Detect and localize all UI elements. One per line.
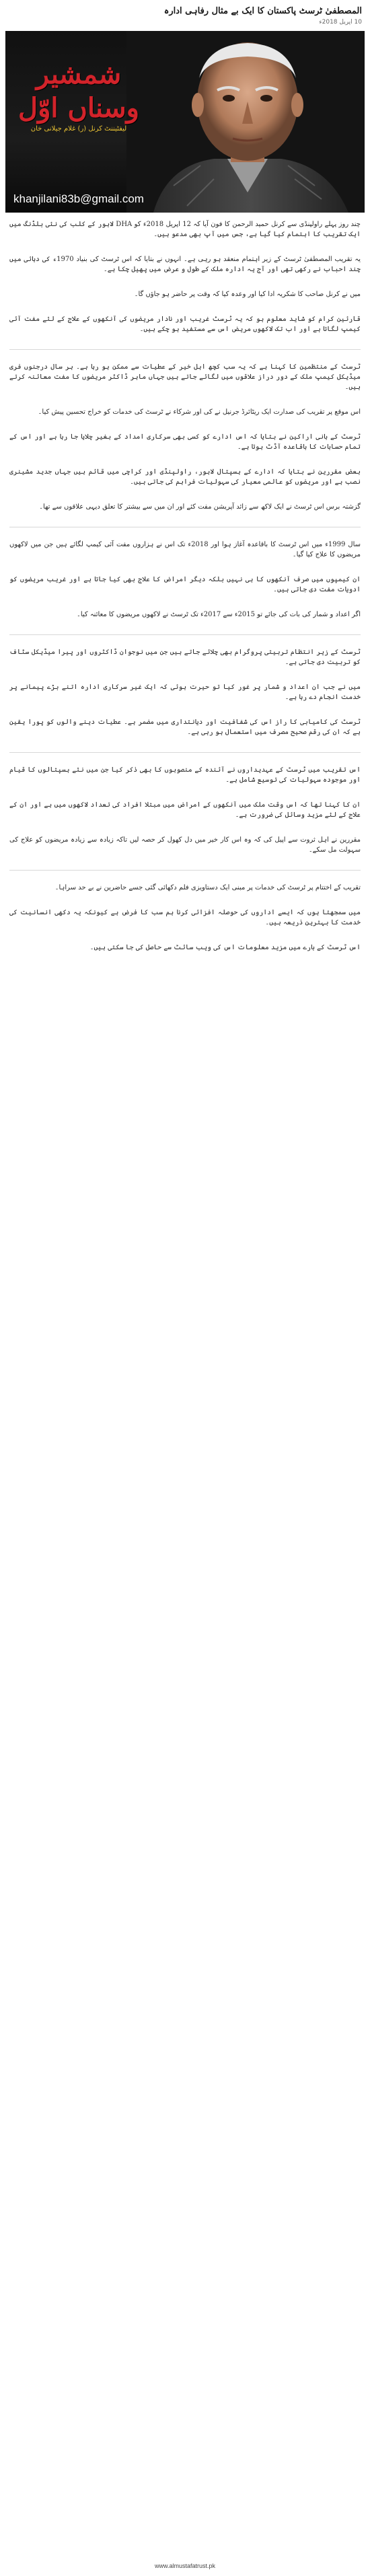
article-paragraph: ٹرسٹ کے منتظمین کا کہنا ہے کہ یہ سب کچھ اہل خیر کے عطیات سے ممکن ہو رہا ہے۔ ہر سال درجنوں فری میڈیکل کیمپ ملک کے دور دراز علاقوں میں لگائے جاتے ہیں جہاں ماہر ڈاکٹر مریضوں کا مفت معائنہ کرتے ہیں۔	[9, 363, 361, 391]
article-paragraph: سال 1999ء میں اس ٹرسٹ کا باقاعدہ آغاز ہوا اور 2018ء تک اس نے ہزاروں مفت آئی کیمپ لگائے ہیں جن میں لاکھوں مریضوں کا علاج کیا گیا۔	[9, 541, 361, 558]
article-paragraph: میں نے جب ان اعداد و شمار پر غور کیا تو حیرت ہوئی کہ ایک غیر سرکاری ادارہ اتنے بڑے پیمانے پر خدمت انجام دے رہا ہے۔	[9, 684, 361, 701]
article-paragraph: گزشتہ برس اس ٹرسٹ نے ایک لاکھ سے زائد آپریشن مفت کئے اور ان میں سے بیشتر کا تعلق دیہی علاقوں سے تھا۔	[39, 503, 361, 511]
article-paragraph: اگر اعداد و شمار کی بات کی جائے تو 2015ء سے 2017ء تک ٹرسٹ نے لاکھوں مریضوں کا معائنہ کیا۔	[76, 611, 361, 618]
article-paragraph: اس تقریب میں ٹرسٹ کے عہدیداروں نے آئندہ کے منصوبوں کا بھی ذکر کیا جن میں نئے ہسپتالوں کا قیام اور موجودہ سہولیات کی توسیع شامل ہے۔	[9, 766, 361, 784]
article-body	[5, 213, 365, 953]
article-paragraph: بعض مقررین نے بتایا کہ ادارے کے ہسپتال لاہور، راولپنڈی اور کراچی میں قائم ہیں جہاں جدید مشینری نصب ہے اور مریضوں کو عالمی معیار کی سہولیات فراہم کی جاتی ہیں۔	[9, 468, 361, 486]
section-divider	[9, 634, 361, 635]
article-paragraph: یہ تقریب المصطفیٰ ٹرسٹ کے زیر اہتمام منعقد ہو رہی ہے۔ انہوں نے بتایا کہ اس ٹرسٹ کی بنیاد 1970ء کی دہائی میں چند احباب نے رکھی تھی اور آج یہ ادارہ ملک کے طول و عرض میں پھیل چکا ہے۔	[9, 256, 361, 273]
column-banner	[5, 31, 365, 213]
article-paragraph: ٹرسٹ کی کامیابی کا راز اس کی شفافیت اور دیانتداری میں مضمر ہے۔ عطیات دینے والوں کو پورا یقین ہے کہ ان کی رقم صحیح مصرف میں استعمال ہو رہی ہے۔	[9, 719, 361, 736]
article-paragraph: قارئین کرام کو شاید معلوم ہو کہ یہ ٹرسٹ غریب اور نادار مریضوں کی آنکھوں کے علاج کے لئے مفت آئی کیمپ لگاتا ہے اور اب تک لاکھوں مریض اس سے مستفید ہو چکے ہیں۔	[9, 316, 361, 333]
article-paragraph: ٹرسٹ کے بانی اراکین نے بتایا کہ اس ادارے کو کسی بھی سرکاری امداد کے بغیر چلایا جا رہا ہے اور اس کے تمام حسابات کا باقاعدہ آڈٹ ہوتا ہے۔	[9, 433, 361, 451]
column-author: لیفٹیننٹ کرنل (ر) غلام جیلانی خان	[30, 125, 127, 133]
section-divider	[9, 752, 361, 753]
author-email: khanjilani83b@gmail.com	[13, 192, 144, 205]
footer-website[interactable]: www.almustafatrust.pk	[154, 2563, 216, 2569]
article-paragraph: اس موقع پر تقریب کی صدارت ایک ریٹائرڈ جرنیل نے کی اور شرکاء نے ٹرسٹ کی خدمات کو خراج تحسین پیش کیا۔	[38, 408, 361, 416]
article-paragraph: میں سمجھتا ہوں کہ ایسے اداروں کی حوصلہ افزائی کرنا ہم سب کا فرض ہے کیونکہ یہ دکھی انسانیت کی خدمت کا بہترین ذریعہ ہیں۔	[9, 909, 361, 926]
article-paragraph: تقریب کے اختتام پر ٹرسٹ کی خدمات پر مبنی ایک دستاویزی فلم دکھائی گئی جسے حاضرین نے بے حد سراہا۔	[54, 884, 361, 891]
author-portrait	[126, 31, 365, 213]
article-paragraph: میں نے کرنل صاحب کا شکریہ ادا کیا اور وعدہ کیا کہ وقت پر حاضر ہو جاؤں گا۔	[134, 291, 361, 298]
article-date: 10 اپریل 2018ء	[319, 19, 362, 26]
article-paragraph: ان کیمپوں میں صرف آنکھوں کا ہی نہیں بلکہ دیگر امراض کا علاج بھی کیا جاتا ہے اور غریب مریضوں کو ادویات مفت دی جاتی ہیں۔	[9, 576, 361, 593]
column-title: شمشیر وسناں اوّل	[18, 59, 139, 124]
article-paragraph: ان کا کہنا تھا کہ اس وقت ملک میں آنکھوں کے امراض میں مبتلا افراد کی تعداد لاکھوں میں ہے اور ان کے علاج کے لئے مزید وسائل کی ضرورت ہے۔	[9, 801, 361, 819]
article-paragraph: چند روز پہلے راولپنڈی سے کرنل حمید الرحمن کا فون آیا کہ 12 اپریل 2018ء کو DHA لاہور کے کلب کی نئی بلڈنگ میں ایک تقریب کا اہتمام کیا گیا ہے، جس میں آپ بھی مدعو ہیں۔	[9, 221, 361, 238]
section-divider	[9, 349, 361, 350]
article-headline: المصطفیٰ ٹرسٹ پاکستان کا ایک بے مثال رفاہی ادارہ	[163, 6, 362, 16]
article-paragraph: مقررین نے اہل ثروت سے اپیل کی کہ وہ اس کار خیر میں دل کھول کر حصہ لیں تاکہ زیادہ سے زیادہ مریضوں کو علاج کی سہولت مل سکے۔	[9, 836, 361, 854]
article-paragraph: اس ٹرسٹ کے بارے میں مزید معلومات اس کی ویب سائٹ سے حاصل کی جا سکتی ہیں۔	[89, 944, 361, 951]
section-divider	[9, 870, 361, 871]
article-paragraph: ٹرسٹ کے زیر انتظام تربیتی پروگرام بھی چلائے جاتے ہیں جن میں نوجوان ڈاکٹروں اور پیرا میڈیکل سٹاف کو تربیت دی جاتی ہے۔	[9, 649, 361, 666]
